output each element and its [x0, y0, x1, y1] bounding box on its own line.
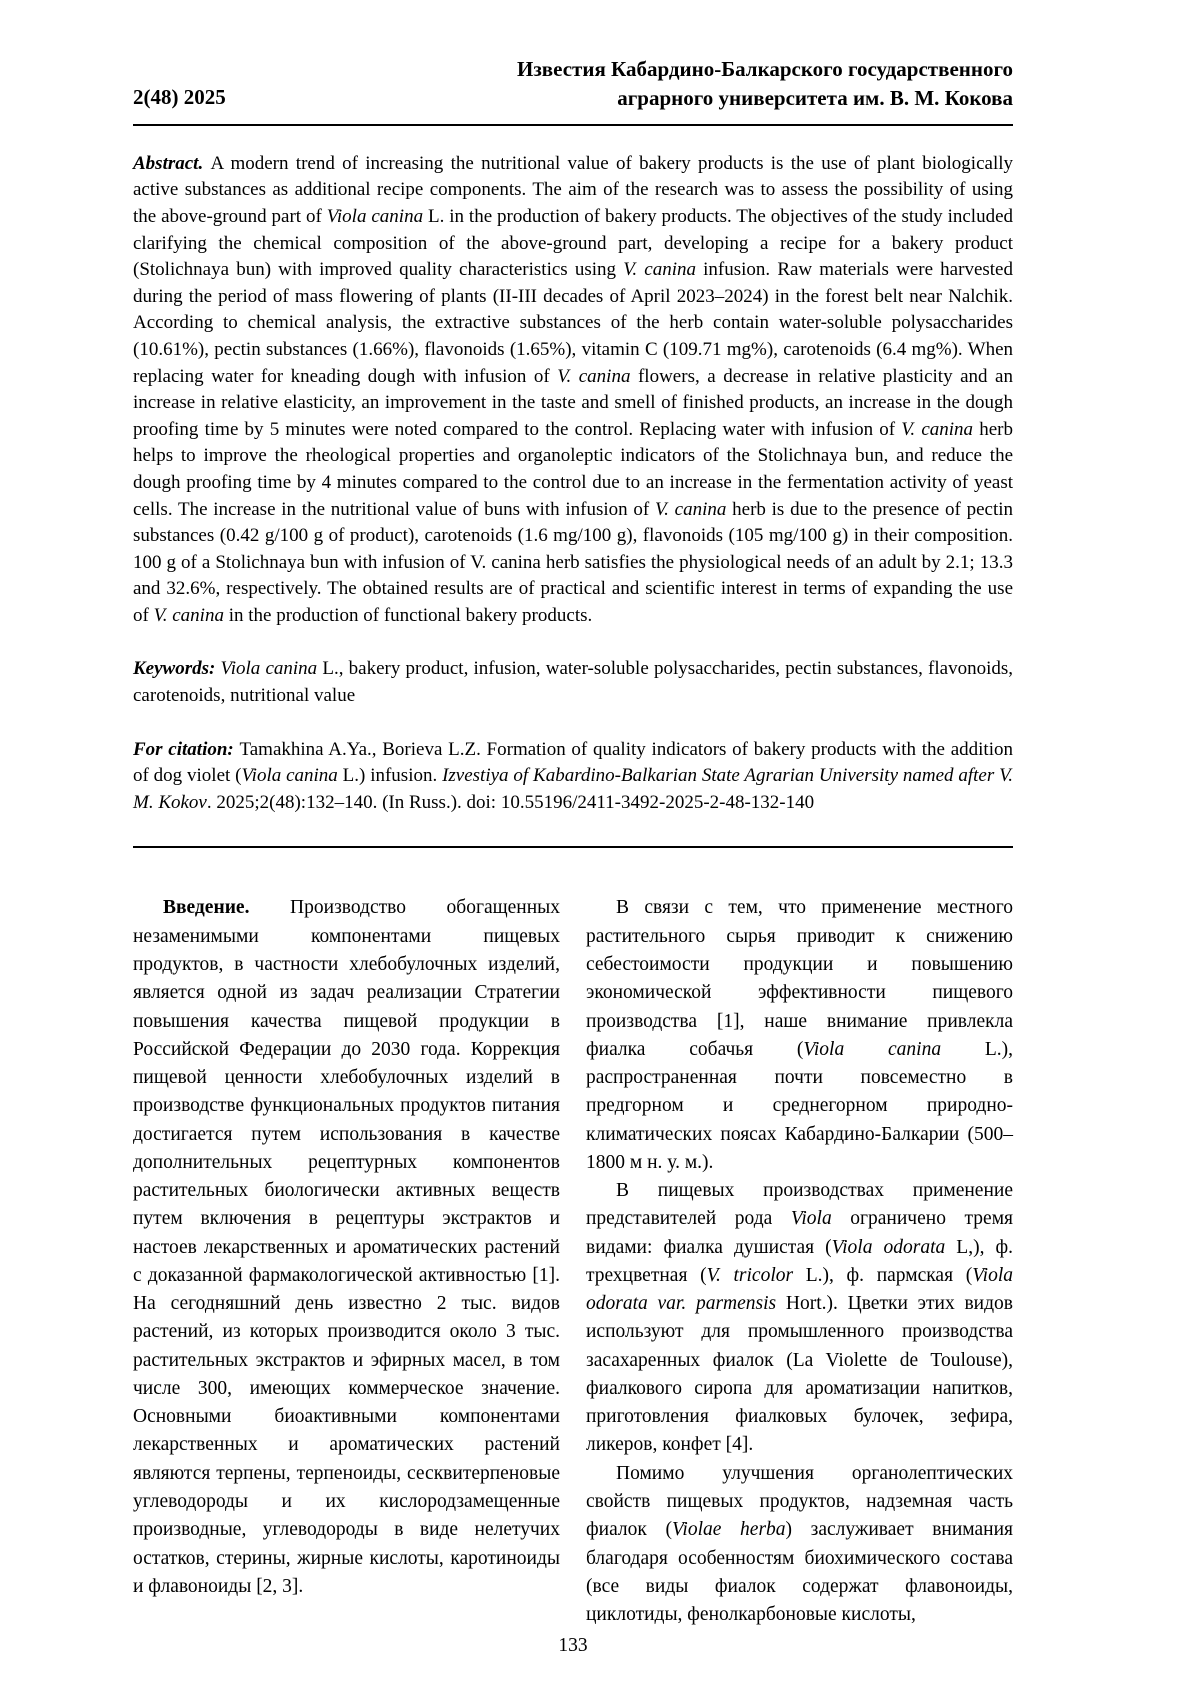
- text-run: A modern trend of increasing the nutritional value of bakery products is the use of plant biologically active substances as additional recipe components. The aim of the research was to assess the possibility of using the above-ground part of: [133, 152, 1013, 227]
- text-run: flowers, a decrease in relative plasticity and an increase in relative elasticity, an improvement in the taste and smell of finished products, an increase in the dough proofing time by 5 minutes were noted compared to the control. Replacing water with infusion of: [133, 365, 1013, 440]
- body-paragraph-2: [586, 1177, 1013, 1460]
- text-run: ограничено тремя видами: фиалка душистая (: [586, 1208, 1013, 1258]
- text-run: herb helps to improve the rheological properties and organoleptic indicators of the Stolichnaya bun, and reduce the dough proofing time by 4 minutes compared to the control due to an increase in the fermentation activity of yeast cells. The increase in the nutritional value of buns with infusion of: [133, 418, 1013, 520]
- text-run: V. canina: [557, 365, 631, 387]
- keywords-paragraph: [133, 656, 1013, 709]
- body-paragraph-1: [586, 894, 1013, 1177]
- journal-title-line2: аграрного университета им. В. М. Кокова: [617, 86, 1013, 111]
- text-run: L.), распространенная почти повсеместно в предгорном и среднегорном природно-климатических поясах Кабардино-Балкарии (500–1800 м н. у. м.).: [586, 1038, 1014, 1173]
- section-divider: [133, 846, 1013, 848]
- text-run: В связи с тем, что применение местного растительного сырья приводит к снижению себестоимости продукции и повышению экономической эффективности пищевого производства [1], наше внимание привлекла фиалка собачья (: [586, 897, 1013, 1060]
- text-run: V. canina: [153, 604, 224, 626]
- text-run: Izvestiya of Kabardino-Balkarian State Agrarian University named after V. M. Kokov: [133, 765, 1013, 813]
- text-run: L. in the production of bakery products. The objectives of the study included clarifying the chemical composition of the above-ground part, developing a recipe for a bakery product (Stolichnaya bun) with improved quality characteristics using: [133, 205, 1013, 281]
- text-run: V. canina: [901, 418, 974, 440]
- text-run: Производство обогащенных незаменимыми компонентами пищевых продуктов, в частности хлебобулочных изделий, является одной из задач реализации Стратегии повышения качества пищевой продукции в Российской Федерации до 2030 года. Коррекция пищевой ценности хлебобулочных изделий в производстве функциональных продуктов питания достигается путем использования в качестве дополнительных рецептурных компонентов растительных биологически активных веществ путем включения в рецептуры экстрактов и настоев лекарственных и ароматических растений с доказанной фармакологической активностью [1]. На сегодняшний день известно 2 тыс. видов растений, из которых производится около 3 тыс. растительных экстрактов и эфирных масел, в том числе 300, имеющих коммерческое значение. Основными биоактивными компонентами лекарственных и ароматических растений являются терпены, терпеноиды, сесквитерпеновые углеводороды и их кислородзамещенные производные, углеводороды в виде нелетучих остатков, стерины, жирные кислоты, каротиноиды и флавоноиды [2, 3].: [133, 897, 560, 1597]
- text-run: V. canina: [623, 259, 696, 281]
- page-number: 133: [558, 1635, 588, 1657]
- text-run: Viola canina: [803, 1038, 942, 1060]
- text-run: В пищевых производствах применение представителей рода: [586, 1180, 1013, 1230]
- text-run: L.), ф. пармская (: [793, 1264, 973, 1286]
- text-run: Viola canina: [241, 765, 338, 787]
- text-run: V. canina: [654, 498, 727, 520]
- right-column: [586, 894, 1013, 1629]
- text-run: Hort.). Цветки этих видов используют для промышленного производства засахаренных фиалок (La Violette de Toulouse), фиалкового сиропа для ароматизации напитков, приготовления фиалковых булочек, зефира, ликеров, конфет [4].: [586, 1293, 1013, 1456]
- text-run: ) заслуживает внимания благодаря особенностям биохимического состава (все виды фиалок содержат флавоноиды, циклотиды, фенолкарбоновые кислоты,: [586, 1519, 1013, 1626]
- introduction-paragraph: [133, 894, 560, 1601]
- text-run: V. tricolor: [706, 1264, 794, 1286]
- text-run: Помимо улучшения органолептических свойств пищевых продуктов, надземная часть фиалок (: [586, 1462, 1013, 1541]
- body-paragraph-3: [586, 1460, 1013, 1630]
- text-run: . 2025;2(48):132–140. (In Russ.). doi: 10.55196/2411-3492-2025-2-48-132-140: [206, 791, 815, 813]
- text-run: Violae herba: [671, 1519, 786, 1541]
- text-run: L,), ф. трехцветная (: [586, 1236, 1014, 1286]
- page-header: [133, 55, 1013, 114]
- text-run: Tamakhina A.Ya., Borieva L.Z. Formation of quality indicators of bakery products with the addition of dog violet (: [133, 738, 1013, 787]
- text-run: Keywords:: [133, 658, 221, 680]
- citation-paragraph: [133, 737, 1013, 817]
- text-run: infusion. Raw materials were harvested during the period of mass flowering of plants (II-III decades of April 2023–2024) in the forest belt near Nalchik. According to chemical analysis, the extractive substances of the herb contain water-soluble polysaccharides (10.61%), pectin substances (1.66%), flavonoids (1.65%), vitamin C (109.71 mg%), carotenoids (6.4 mg%). When replacing water for kneading dough with infusion of: [133, 259, 1013, 387]
- header-divider: [133, 124, 1013, 126]
- text-run: L.) infusion.: [337, 765, 443, 787]
- text-run: L., bakery product, infusion, water-soluble polysaccharides, pectin substances, flavonoids, carotenoids, nutritional value: [133, 658, 1013, 707]
- journal-title-line1: Известия Кабардино-Балкарского государственного: [517, 57, 1013, 81]
- text-run: Viola canina: [326, 205, 424, 227]
- text-run: Abstract.: [133, 152, 211, 174]
- text-run: in the production of functional bakery products.: [223, 604, 593, 626]
- journal-title: [517, 55, 1013, 114]
- text-run: For citation:: [133, 738, 240, 760]
- left-column: [133, 894, 560, 1629]
- text-run: Viola: [790, 1208, 832, 1230]
- body-columns: [133, 894, 1013, 1629]
- text-run: Viola odorata: [831, 1236, 946, 1258]
- abstract-paragraph: [133, 151, 1013, 630]
- text-run: Введение.: [163, 897, 291, 919]
- text-run: herb is due to the presence of pectin substances (0.42 g/100 g of product), carotenoids (1.6 mg/100 g), flavonoids (105 mg/100 g) in their composition. 100 g of a Stolichnaya bun with infusion of V. canina herb satisfies the physiological needs of an adult by 2.1; 13.3 and 32.6%, respectively. The obtained results are of practical and scientific interest in terms of expanding the use of: [133, 498, 1013, 626]
- issue-number: 2(48) 2025: [133, 85, 226, 110]
- text-run: Viola odorata var. parmensis: [586, 1264, 1014, 1315]
- text-run: Viola canina: [220, 658, 318, 680]
